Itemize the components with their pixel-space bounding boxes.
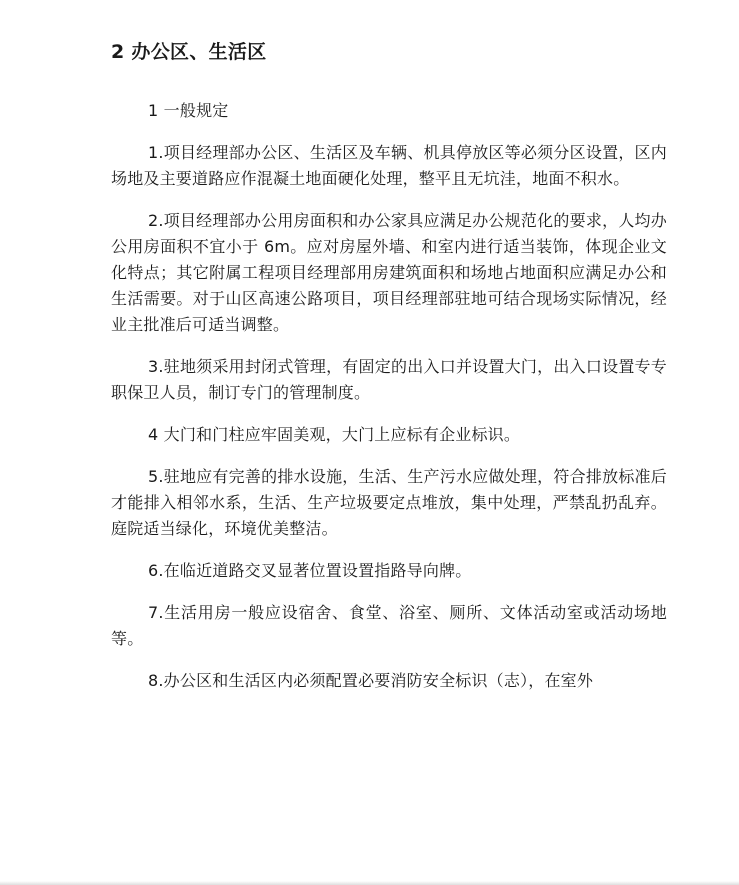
paragraph-1: 1.项目经理部办公区、生活区及车辆、机具停放区等必须分区设置，区内场地及主要道路应作混凝土地面硬化处理，整平且无坑洼，地面不积水。 (111, 143, 667, 188)
paragraph-3: 3.驻地须采用封闭式管理，有固定的出入口并设置大门，出入口设置专专职保卫人员，制订专门的管理制度。 (111, 357, 667, 402)
paragraph-general-rules: 1 一般规定 (148, 101, 229, 120)
paragraph-8: 8.办公区和生活区内必须配置必要消防安全标识（志），在室外 (148, 671, 594, 690)
section-heading: 2 办公区、生活区 (111, 41, 267, 63)
document-body (111, 98, 667, 694)
paragraph-2: 2.项目经理部办公用房面积和办公家具应满足办公规范化的要求，人均办公用房面积不宜小于 6m。应对房屋外墙、和室内进行适当装饰，体现企业文化特点；其它附属工程项目经理部用房建筑面积和场地占地面积应满足办公和生活需要。对于山区高速公路项目，项目经理部驻地可结合现场实际情况，经业主批准后可适当调整。 (111, 211, 667, 334)
paragraph-4: 4 大门和门柱应牢固美观，大门上应标有企业标识。 (148, 425, 521, 444)
paragraph-6: 6.在临近道路交叉显著位置设置指路导向牌。 (148, 561, 472, 580)
page-bottom-edge (0, 881, 739, 885)
paragraph-5: 5.驻地应有完善的排水设施，生活、生产污水应做处理，符合排放标准后才能排入相邻水系，生活、生产垃圾要定点堆放，集中处理，严禁乱扔乱弃。庭院适当绿化，环境优美整洁。 (111, 467, 667, 538)
paragraph-7: 7.生活用房一般应设宿舍、食堂、浴室、厕所、文体活动室或活动场地等。 (111, 603, 667, 648)
